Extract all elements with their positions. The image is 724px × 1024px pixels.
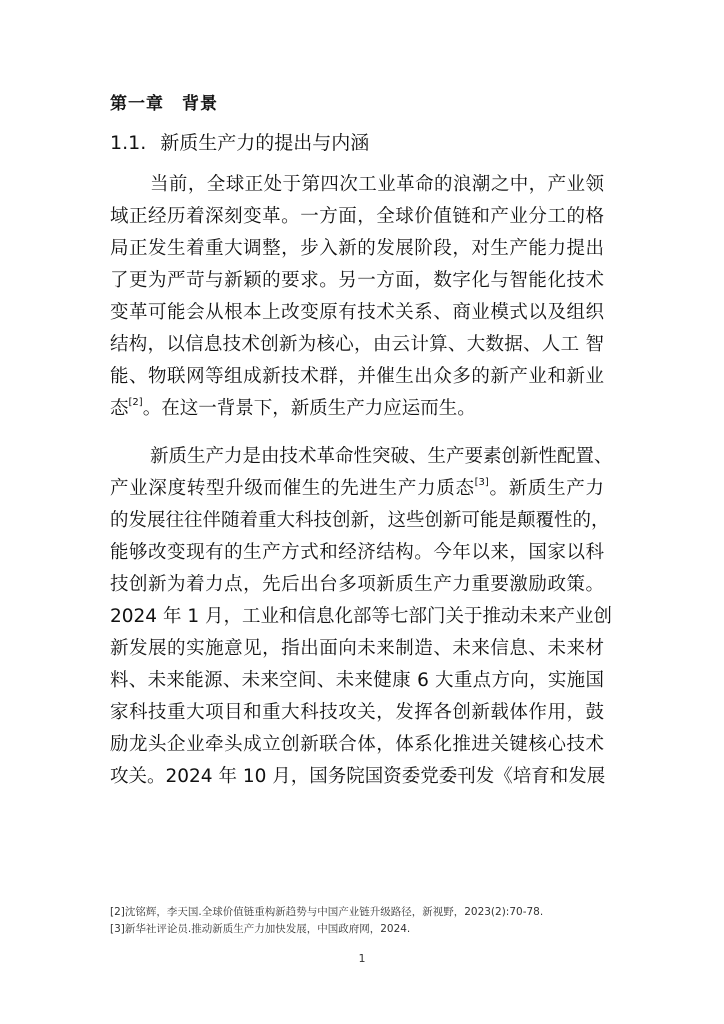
- section-title: 新质生产力的提出与内涵: [160, 132, 370, 154]
- text-line: 技创新为着力点，先后出台多项新质生产力重要激励政策。: [110, 574, 604, 595]
- text-line: 结构，以信息技术创新为核心，由云计算、大数据、人工 智: [110, 334, 604, 355]
- footnote-2: [2]沈铭辉，李天国.全球价值链重构新趋势与中国产业链升级路径，新视野，2023(2):70-78.: [110, 906, 544, 918]
- text-line: 能够改变现有的生产方式和经济结构。今年以来，国家以科: [110, 542, 604, 563]
- text-span: 。在这一背景下，新质生产力应运而生。: [142, 398, 476, 419]
- paragraph-2: [110, 441, 613, 793]
- paragraph-1: [110, 169, 604, 425]
- text-line: 攻关。2024 年 10 月，国务院国资委党委刊发《培育和发展: [110, 766, 606, 787]
- body-text: [110, 169, 613, 793]
- citation-2[interactable]: [2]: [128, 397, 143, 408]
- text-line: 料、未来能源、未来空间、未来健康 6 大重点方向，实施国: [110, 670, 604, 691]
- citation-3[interactable]: [3]: [474, 477, 489, 488]
- text-line: 2024 年 1 月，工业和信息化部等七部门关于推动未来产业创: [110, 606, 612, 627]
- section-heading: [110, 130, 369, 156]
- text-span: 产业深度转型升级而催生的先进生产力质态: [110, 478, 475, 499]
- text-line: 当前，全球正处于第四次工业革命的浪潮之中，产业领: [150, 174, 604, 195]
- text-line: 家科技重大项目和重大科技攻关，发挥各创新载体作用，鼓: [110, 702, 604, 723]
- text-line: [110, 473, 604, 505]
- text-line: 局正发生着重大调整，步入新的发展阶段，对生产能力提出: [110, 238, 604, 259]
- text-line: 变革可能会从根本上改变原有技术关系、商业模式以及组织: [110, 302, 604, 323]
- text-line: 的发展往往伴随着重大科技创新，这些创新可能是颠覆性的，: [110, 510, 610, 531]
- text-span: 态: [110, 398, 129, 419]
- text-line: 励龙头企业牵头成立创新联合体，体系化推进关键核心技术: [110, 734, 604, 755]
- text-line: 能、物联网等组成新技术群，并催生出众多的新产业和新业: [110, 366, 604, 387]
- chapter-title: 第一章 背景: [110, 94, 218, 114]
- text-span: 。新质生产力: [488, 478, 604, 499]
- text-line: 域正经历着深刻变革。一方面，全球价值链和产业分工的格: [110, 206, 604, 227]
- text-line: 新质生产力是由技术革命性突破、生产要素创新性配置、: [150, 446, 613, 467]
- text-line: 了更为严苛与新颖的要求。另一方面，数字化与智能化技术: [110, 270, 604, 291]
- section-number: 1.1.: [110, 132, 147, 154]
- text-line: [110, 393, 604, 425]
- page-number: 1: [358, 952, 366, 965]
- text-line: 新发展的实施意见，指出面向未来制造、未来信息、未来材: [110, 638, 604, 659]
- footnote-3: [3]新华社评论员.推动新质生产力加快发展，中国政府网，2024.: [110, 923, 411, 935]
